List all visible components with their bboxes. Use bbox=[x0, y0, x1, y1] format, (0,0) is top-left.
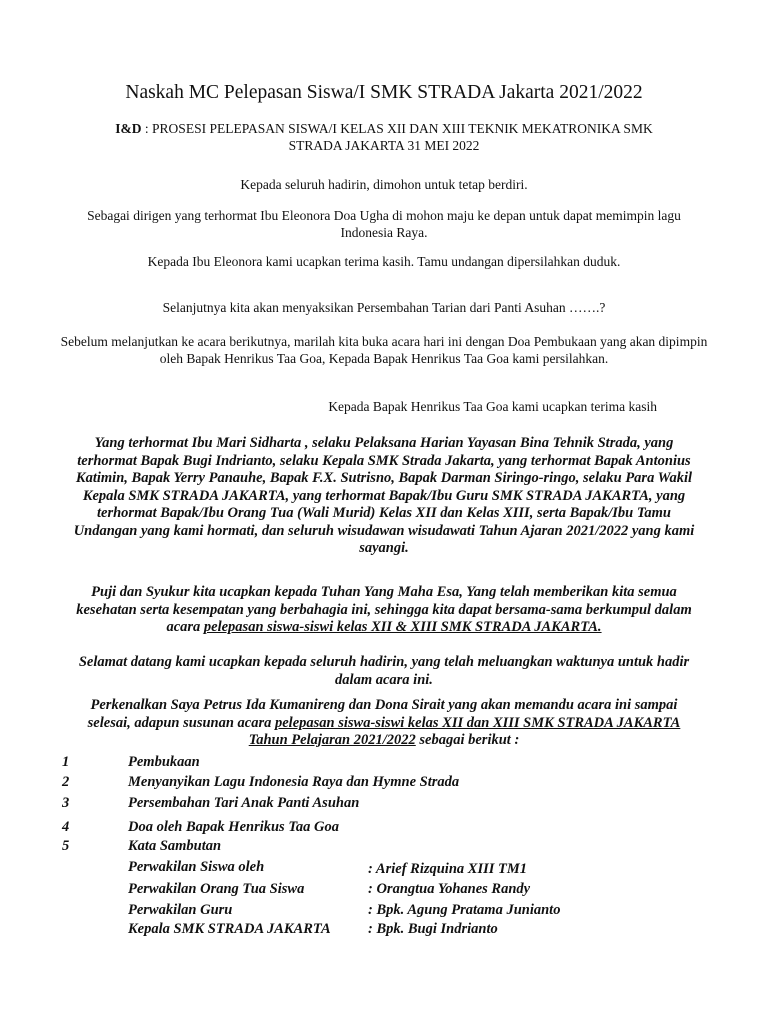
intro-text: Perkenalkan Saya Petrus Ida Kumanireng dan Dona Sirait yang akan memandu acara ini sampai selesai, adapun susunan acara bbox=[87, 697, 678, 731]
agenda-text: Persembahan Tari Anak Panti Asuhan bbox=[128, 795, 360, 811]
agenda-number: 2 bbox=[62, 774, 70, 790]
introduction-paragraph bbox=[68, 697, 700, 750]
agenda-item bbox=[62, 838, 702, 858]
agenda-item bbox=[62, 774, 702, 794]
agenda-item bbox=[62, 795, 702, 815]
agenda-number: 3 bbox=[62, 795, 70, 811]
paragraph-stand: Kepada seluruh hadirin, dimohon untuk tetap berdiri. bbox=[240, 177, 528, 192]
gratitude-paragraph bbox=[75, 584, 693, 637]
speech-speaker: : Arief Rizquina XIII TM1 bbox=[368, 861, 527, 877]
gratitude-event-name: pelepasan siswa-siswi kelas XII & XIII SMK STRADA JAKARTA. bbox=[203, 619, 602, 635]
agenda-text: Menyanyikan Lagu Indonesia Raya dan Hymne Strada bbox=[128, 774, 460, 790]
speech-row bbox=[128, 859, 688, 879]
paragraph-thanks-henrikus: Kepada Bapak Henrikus Taa Goa kami ucapkan terima kasih bbox=[328, 399, 657, 414]
subtitle-text: : PROSESI PELEPASAN SISWA/I KELAS XII DAN XIII TEKNIK MEKATRONIKA SMK STRADA JAKARTA 31 MEI 2022 bbox=[141, 121, 653, 153]
agenda-item bbox=[62, 754, 702, 774]
speech-row bbox=[128, 902, 688, 922]
document-title: Naskah MC Pelepasan Siswa/I SMK STRADA Jakarta 2021/2022 bbox=[125, 82, 643, 103]
agenda-item bbox=[62, 819, 702, 839]
speech-speaker: : Bpk. Bugi Indrianto bbox=[368, 921, 498, 937]
agenda-number: 1 bbox=[62, 754, 70, 770]
document-subtitle bbox=[100, 120, 668, 154]
gratitude-text: Puji dan Syukur kita ucapkan kepada Tuhan Yang Maha Esa, Yang telah memberikan kita semua kesehatan serta kesempatan yang berbahagia ini, sehingga kita dapat bersama-sama berkumpul dalam acara bbox=[76, 584, 692, 635]
greeting-paragraph: Yang terhormat Ibu Mari Sidharta , selaku Pelaksana Harian Yayasan Bina Tehnik Strada, yang terhormat Bapak Bugi Indrianto, selaku Kepala SMK Strada Jakarta, yang terhormat Bapak Antonius Katimin, Bapak Yerry Panauhe, Bapak F.X. Sutrisno, Bapak Darman Siringo-ringo, selaku Para Wakil Kepala SMK STRADA JAKARTA, yang terhormat Bapak/Ibu Guru SMK STRADA JAKARTA, yang terhormat Bapak/Ibu Orang Tua (Wali Murid) Kelas XII dan Kelas XIII, serta Bapak/Ibu Tamu Undangan yang kami hormati, dan seluruh wisudawan wisudawati Tahun Ajaran 2021/2022 yang kami sayangi. bbox=[73, 435, 695, 556]
speech-role: Perwakilan Orang Tua Siswa bbox=[128, 881, 305, 897]
speech-role: Perwakilan Siswa oleh bbox=[128, 859, 265, 875]
speech-speaker: : Bpk. Agung Pratama Junianto bbox=[368, 902, 561, 918]
speech-row bbox=[128, 921, 688, 941]
agenda-text: Kata Sambutan bbox=[128, 838, 222, 854]
paragraph-prayer: Sebelum melanjutkan ke acara berikutnya, marilah kita buka acara hari ini dengan Doa Pembukaan yang akan dipimpin oleh Bapak Henrikus Taa Goa, Kepada Bapak Henrikus Taa Goa kami persilahkan. bbox=[60, 334, 708, 366]
subtitle-prefix: I&D bbox=[115, 121, 142, 136]
paragraph-thanks-eleonora: Kepada Ibu Eleonora kami ucapkan terima kasih. Tamu undangan dipersilahkan duduk. bbox=[147, 254, 621, 269]
agenda-text: Pembukaan bbox=[128, 754, 200, 770]
intro-closing: sebagai berikut : bbox=[415, 732, 520, 748]
welcome-paragraph: Selamat datang kami ucapkan kepada seluruh hadirin, yang telah meluangkan waktunya untuk hadir dalam acara ini. bbox=[78, 654, 690, 688]
paragraph-conductor: Sebagai dirigen yang terhormat Ibu Eleonora Doa Ugha di mohon maju ke depan untuk dapat memimpin lagu Indonesia Raya. bbox=[87, 208, 681, 240]
speech-row bbox=[128, 881, 688, 901]
speech-speaker: : Orangtua Yohanes Randy bbox=[368, 881, 531, 897]
agenda-number: 5 bbox=[62, 838, 70, 854]
intro-event-name: pelepasan siswa-siswi kelas XII dan XIII SMK STRADA JAKARTA Tahun Pelajaran 2021/2022 bbox=[248, 714, 681, 748]
speech-role: Perwakilan Guru bbox=[128, 902, 233, 918]
agenda-text: Doa oleh Bapak Henrikus Taa Goa bbox=[128, 819, 339, 835]
speech-role: Kepala SMK STRADA JAKARTA bbox=[128, 921, 331, 937]
paragraph-dance: Selanjutnya kita akan menyaksikan Persembahan Tarian dari Panti Asuhan …….? bbox=[162, 300, 606, 315]
agenda-number: 4 bbox=[62, 819, 70, 835]
